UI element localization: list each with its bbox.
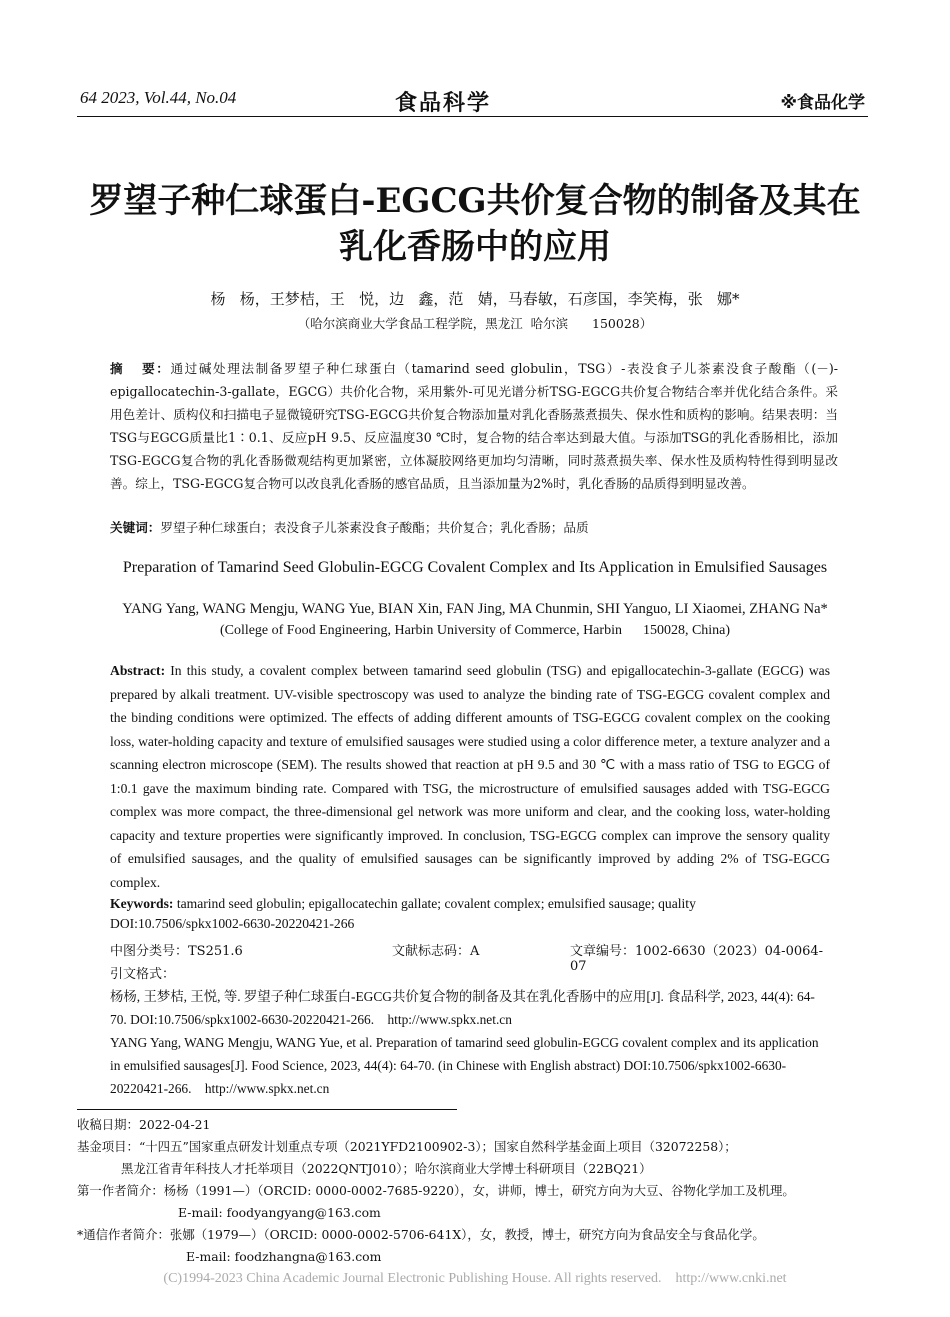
abstract-cn — [110, 357, 838, 495]
authors-en: YANG Yang, WANG Mengju, WANG Yue, BIAN Xin, FAN Jing, MA Chunmin, SHI Yanguo, LI Xiaomei, ZHANG Na* — [122, 601, 828, 617]
keywords-en-label: Keywords: — [110, 896, 174, 911]
footnote-divider — [77, 1109, 457, 1110]
citation-cn: 杨杨, 王梦桔, 王悦, 等. 罗望子种仁球蛋白-EGCG共价复合物的制备及其在乳化香肠中的应用[J]. 食品科学, 2023, 44(4): 64-70. DOI:10.7506/spkx1002-6630-20220421-266. http://www.spkx.net.cn — [110, 989, 815, 1027]
title-cn-line1: 罗望子种仁球蛋白-EGCG共价复合物的制备及其在 — [89, 181, 861, 221]
keywords-en-text: tamarind seed globulin; epigallocatechin gallate; covalent complex; emulsified sausage; quality — [173, 896, 696, 911]
copyright-watermark: (C)1994-2023 China Academic Journal Electronic Publishing House. All rights reserved. http://www.cnki.net — [163, 1271, 787, 1286]
title-cn-line2: 乳化香肠中的应用 — [339, 227, 611, 267]
keywords-cn — [110, 516, 838, 539]
authors-cn: 杨 杨，王梦桔，王 悦，边 鑫，范 婧，马春敏，石彦国，李笑梅，张 娜* — [210, 290, 740, 308]
abstract-en-text: In this study, a covalent complex between tamarind seed globulin (TSG) and epigallocatechin-3-gallate (EGCG) was prepared by alkali treatment. UV-visible spectroscopy was used to analyze the binding rate of TSG-EGCG covalent complex and the binding conditions were optimized. The effects of adding different amounts of TSG-EGCG covalent complex on the cooking loss, water-holding capacity and texture of emulsified sausages were studied using a color difference meter, a texture analyzer and a scanning electron microscope (SEM). The results showed that reaction at pH 9.5 and 30 ℃ with a mass ratio of TSG to EGCG of 1:0.1 gave the maximum binding rate. Compared with TSG, the microstructure of emulsified sausages added with TSG-EGCG complex was more compact, the three-dimensional gel network was more uniform and clear, and the cooking loss, water-holding capacity and texture properties were significantly improved. In conclusion, TSG-EGCG complex can improve the sensory quality of emulsified sausages, and the quality of emulsified sausages can be significantly improved by adding 2% of TSG-EGCG complex. — [110, 663, 830, 890]
keywords-cn-label: 关键词： — [110, 520, 161, 535]
abstract-cn-label: 摘 要： — [110, 361, 171, 376]
header-volume-info: 64 2023, Vol.44, No.04 — [80, 88, 237, 107]
received-date: 收稿日期：2022-04-21 — [77, 1117, 211, 1132]
abstract-en-label: Abstract: — [110, 663, 166, 678]
affiliation-cn: （哈尔滨商业大学食品工程学院，黑龙江 哈尔滨 150028） — [297, 316, 653, 331]
funding-line1: 基金项目：“十四五”国家重点研发计划重点专项（2021YFD2100902-3）；国家自然科学基金面上项目（32072258）； — [77, 1139, 737, 1154]
first-author-bio: 第一作者简介：杨杨（1991—）（ORCID: 0000-0002-7685-9220），女，讲师，博士，研究方向为大豆、谷物化学加工及机理。 — [77, 1183, 795, 1198]
citation-label: 引文格式： — [110, 967, 176, 982]
first-author-email: E-mail: foodyangyang@163.com — [178, 1205, 381, 1220]
keywords-cn-text: 罗望子种仁球蛋白；表没食子儿茶素没食子酸酯；共价复合；乳化香肠；品质 — [160, 520, 589, 535]
document-code: 文献标志码：A — [392, 944, 480, 959]
affiliation-en: (College of Food Engineering, Harbin University of Commerce, Harbin 150028, China) — [219, 623, 731, 638]
abstract-cn-text: 通过碱处理法制备罗望子种仁球蛋白（tamarind seed globulin，TSG）-表没食子儿茶素没食子酸酯（(－)-epigallocatechin-3-gallate，EGCG）共价化合物，采用紫外-可见光谱分析TSG-EGCG共价复合物结合率并优化结合条件。采用色差计、质构仪和扫描电子显微镜研究TSG-EGCG共价复合物添加量对乳化香肠蒸煮损失、保水性和质构的影响。结果表明：当TSG与EGCG质量比1∶0.1、反应pH 9.5、反应温度30 ℃时，复合物的结合率达到最大值。与添加TSG的乳化香肠相比，添加TSG-EGCG复合物的乳化香肠微观结构更加紧密，立体凝胶网络更加均匀清晰，同时蒸煮损失率、保水性及质构特性得到明显改善。综上，TSG-EGCG复合物可以改良乳化香肠的感官品质，且当添加量为2%时，乳化香肠的品质得到明显改善。 — [110, 361, 838, 491]
funding-line2: 黑龙江省青年科技人才托举项目（2022QNTJ010）；哈尔滨商业大学博士科研项目（22BQ21） — [121, 1161, 652, 1176]
title-en: Preparation of Tamarind Seed Globulin-EGCG Covalent Complex and Its Application in Emulsified Sausages — [122, 559, 828, 576]
journal-logo: 食品科学 — [395, 91, 492, 116]
section-label: ※食品化学 — [780, 93, 865, 113]
header-divider — [77, 116, 868, 117]
keywords-en — [110, 892, 830, 916]
corresponding-author-bio: *通信作者简介：张娜（1979—）（ORCID: 0000-0002-5706-641X），女，教授，博士，研究方向为食品安全与食品化学。 — [77, 1227, 765, 1242]
clc-number: 中图分类号：TS251.6 — [110, 944, 243, 959]
doi: DOI:10.7506/spkx1002-6630-20220421-266 — [110, 916, 355, 931]
corresponding-author-email: E-mail: foodzhangna@163.com — [186, 1249, 382, 1264]
citation-en: YANG Yang, WANG Mengju, WANG Yue, et al. Preparation of tamarind seed globulin-EGCG covalent complex and its application in emulsified sausages[J]. Food Science, 2023, 44(4): 64-70. (in Chinese with English abstract) DOI:10.7506/spkx1002-6630-20220421-266. http://www.spkx.net.cn — [110, 1035, 822, 1096]
article-number: 文章编号：1002-6630（2023）04-0064-07 — [570, 944, 824, 974]
abstract-en — [110, 659, 830, 894]
